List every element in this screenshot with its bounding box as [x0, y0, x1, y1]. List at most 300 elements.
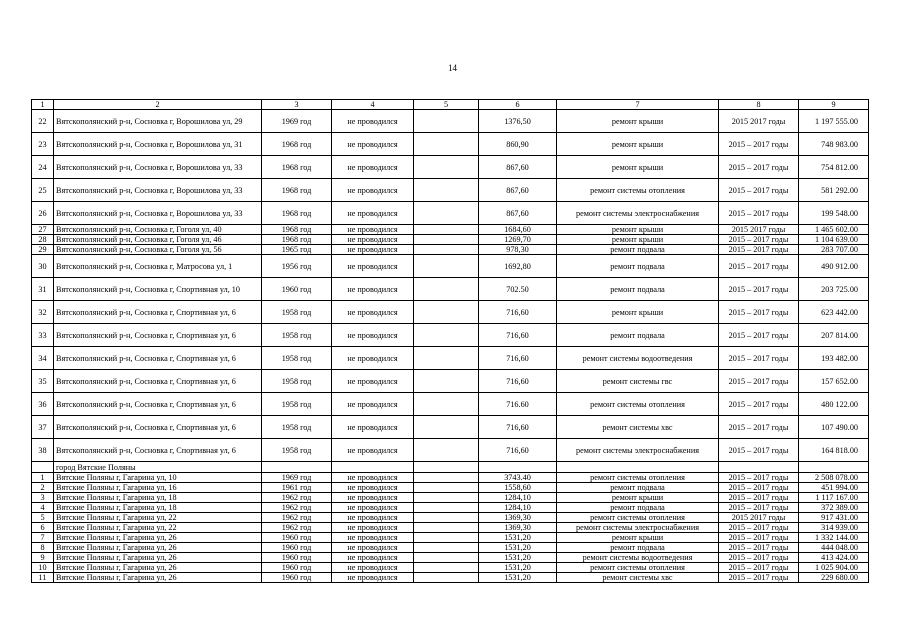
- empty-cell: [414, 503, 479, 513]
- last-overhaul-cell: не проводился: [332, 553, 414, 563]
- build-year-cell: 1962 год: [262, 493, 332, 503]
- table-row: [32, 225, 869, 235]
- work-type-cell: ремонт подвала: [557, 543, 719, 553]
- work-type-cell: ремонт системы отопления: [557, 179, 719, 202]
- address-cell: Вятские Поляны г, Гагарина ул, 26: [54, 553, 262, 563]
- cost-cell: 2 508 078.00: [799, 473, 869, 483]
- row-number-cell: 34: [32, 347, 54, 370]
- period-cell: 2015 – 2017 годы: [719, 235, 799, 245]
- cost-cell: 199 548.00: [799, 202, 869, 225]
- column-number-cell: 2: [54, 100, 262, 110]
- last-overhaul-cell: не проводился: [332, 533, 414, 543]
- address-cell: Вятские Поляны г, Гагарина ул, 26: [54, 543, 262, 553]
- table-row: [32, 416, 869, 439]
- build-year-cell: 1962 год: [262, 503, 332, 513]
- address-cell: Вятскополянский р-н, Сосновка г, Матросова ул, 1: [54, 255, 262, 278]
- cost-cell: 754 812.00: [799, 156, 869, 179]
- empty-cell: [557, 462, 719, 473]
- row-number-cell: 27: [32, 225, 54, 235]
- cost-cell: 581 292.00: [799, 179, 869, 202]
- empty-cell: [479, 462, 557, 473]
- address-cell: Вятские Поляны г, Гагарина ул, 18: [54, 493, 262, 503]
- column-number-cell: 3: [262, 100, 332, 110]
- last-overhaul-cell: не проводился: [332, 493, 414, 503]
- area-cell: 3743.40: [479, 473, 557, 483]
- empty-cell: [414, 156, 479, 179]
- area-cell: 716,60: [479, 416, 557, 439]
- address-cell: Вятскополянский р-н, Сосновка г, Ворошилова ул, 29: [54, 110, 262, 133]
- area-cell: 1269,70: [479, 235, 557, 245]
- cost-cell: 748 983.00: [799, 133, 869, 156]
- column-number-cell: 7: [557, 100, 719, 110]
- work-type-cell: ремонт подвала: [557, 255, 719, 278]
- empty-cell: [799, 462, 869, 473]
- row-number-cell: 3: [32, 493, 54, 503]
- empty-cell: [332, 462, 414, 473]
- area-cell: 1531,20: [479, 553, 557, 563]
- area-cell: 716,60: [479, 301, 557, 324]
- last-overhaul-cell: не проводился: [332, 156, 414, 179]
- table-row: [32, 110, 869, 133]
- area-cell: 867,60: [479, 202, 557, 225]
- period-cell: 2015 – 2017 годы: [719, 523, 799, 533]
- table-row: [32, 573, 869, 583]
- table-row: [32, 347, 869, 370]
- area-cell: 867,60: [479, 179, 557, 202]
- table-row: [32, 523, 869, 533]
- column-number-cell: 1: [32, 100, 54, 110]
- empty-cell: [414, 202, 479, 225]
- row-number-cell: 8: [32, 543, 54, 553]
- row-number-cell: 7: [32, 533, 54, 543]
- cost-cell: 193 482.00: [799, 347, 869, 370]
- area-cell: 1531,20: [479, 573, 557, 583]
- address-cell: Вятскополянский р-н, Сосновка г, Спортивная ул, 6: [54, 324, 262, 347]
- build-year-cell: 1968 год: [262, 235, 332, 245]
- cost-cell: 490 912.00: [799, 255, 869, 278]
- cost-cell: 283 707.00: [799, 245, 869, 255]
- empty-cell: [414, 225, 479, 235]
- last-overhaul-cell: не проводился: [332, 439, 414, 462]
- period-cell: 2015 – 2017 годы: [719, 393, 799, 416]
- build-year-cell: 1960 год: [262, 543, 332, 553]
- address-cell: Вятскополянский р-н, Сосновка г, Спортивная ул, 6: [54, 393, 262, 416]
- build-year-cell: 1968 год: [262, 133, 332, 156]
- work-type-cell: ремонт крыши: [557, 235, 719, 245]
- area-cell: 716.60: [479, 393, 557, 416]
- address-cell: Вятскополянский р-н, Сосновка г, Гоголя ул, 40: [54, 225, 262, 235]
- empty-cell: [414, 245, 479, 255]
- period-cell: 2015 – 2017 годы: [719, 563, 799, 573]
- period-cell: 2015 – 2017 годы: [719, 473, 799, 483]
- cost-cell: 1 332 144.00: [799, 533, 869, 543]
- table-row: [32, 255, 869, 278]
- last-overhaul-cell: не проводился: [332, 245, 414, 255]
- row-number-cell: 5: [32, 513, 54, 523]
- build-year-cell: 1968 год: [262, 202, 332, 225]
- table-row: [32, 439, 869, 462]
- build-year-cell: 1968 год: [262, 225, 332, 235]
- area-cell: 716,60: [479, 439, 557, 462]
- row-number-cell: 31: [32, 278, 54, 301]
- period-cell: 2015 – 2017 годы: [719, 553, 799, 563]
- cost-cell: 157 652.00: [799, 370, 869, 393]
- cost-cell: 480 122.00: [799, 393, 869, 416]
- empty-cell: [414, 235, 479, 245]
- empty-cell: [414, 324, 479, 347]
- empty-cell: [414, 439, 479, 462]
- address-cell: Вятскополянский р-н, Сосновка г, Гоголя ул, 56: [54, 245, 262, 255]
- row-number-cell: 2: [32, 483, 54, 493]
- period-cell: 2015 – 2017 годы: [719, 156, 799, 179]
- row-number-cell: 22: [32, 110, 54, 133]
- empty-cell: [414, 573, 479, 583]
- work-type-cell: ремонт крыши: [557, 533, 719, 543]
- repair-schedule-table: [31, 99, 869, 583]
- cost-cell: 451 994.00: [799, 483, 869, 493]
- table-row: [32, 553, 869, 563]
- last-overhaul-cell: не проводился: [332, 235, 414, 245]
- period-cell: 2015 – 2017 годы: [719, 543, 799, 553]
- work-type-cell: ремонт крыши: [557, 493, 719, 503]
- column-number-row: [32, 100, 869, 110]
- empty-cell: [414, 347, 479, 370]
- cost-cell: 1 104 639.00: [799, 235, 869, 245]
- build-year-cell: 1958 год: [262, 301, 332, 324]
- period-cell: 2015 – 2017 годы: [719, 301, 799, 324]
- row-number-cell: 24: [32, 156, 54, 179]
- period-cell: 2015 – 2017 годы: [719, 255, 799, 278]
- cost-cell: 372 389.00: [799, 503, 869, 513]
- last-overhaul-cell: не проводился: [332, 523, 414, 533]
- period-cell: 2015 2017 годы: [719, 513, 799, 523]
- work-type-cell: ремонт подвала: [557, 245, 719, 255]
- area-cell: 1376,50: [479, 110, 557, 133]
- cost-cell: 917 431.00: [799, 513, 869, 523]
- build-year-cell: 1969 год: [262, 110, 332, 133]
- period-cell: 2015 – 2017 годы: [719, 324, 799, 347]
- cost-cell: 207 814.00: [799, 324, 869, 347]
- area-cell: 716,60: [479, 370, 557, 393]
- last-overhaul-cell: не проводился: [332, 324, 414, 347]
- address-cell: Вятские Поляны г, Гагарина ул, 22: [54, 523, 262, 533]
- build-year-cell: 1960 год: [262, 553, 332, 563]
- table-row: [32, 473, 869, 483]
- cost-cell: 413 424.00: [799, 553, 869, 563]
- build-year-cell: 1960 год: [262, 563, 332, 573]
- table-row: [32, 202, 869, 225]
- section-city-label: город Вятские Поляны: [54, 462, 262, 473]
- address-cell: Вятские Поляны г, Гагарина ул, 26: [54, 563, 262, 573]
- period-cell: 2015 2017 годы: [719, 225, 799, 235]
- area-cell: 1284,10: [479, 503, 557, 513]
- work-type-cell: ремонт крыши: [557, 110, 719, 133]
- table-row: [32, 179, 869, 202]
- column-number-cell: 9: [799, 100, 869, 110]
- work-type-cell: ремонт системы хвс: [557, 573, 719, 583]
- last-overhaul-cell: не проводился: [332, 563, 414, 573]
- table-row: [32, 533, 869, 543]
- empty-cell: [414, 533, 479, 543]
- row-number-cell: 26: [32, 202, 54, 225]
- work-type-cell: ремонт подвала: [557, 503, 719, 513]
- last-overhaul-cell: не проводился: [332, 503, 414, 513]
- row-number-cell: 29: [32, 245, 54, 255]
- work-type-cell: ремонт подвала: [557, 324, 719, 347]
- column-number-cell: 5: [414, 100, 479, 110]
- last-overhaul-cell: не проводился: [332, 573, 414, 583]
- address-cell: Вятские Поляны г, Гагарина ул, 22: [54, 513, 262, 523]
- address-cell: Вятскополянский р-н, Сосновка г, Спортивная ул, 6: [54, 347, 262, 370]
- period-cell: 2015 – 2017 годы: [719, 370, 799, 393]
- table-row: [32, 483, 869, 493]
- work-type-cell: ремонт системы водоотведения: [557, 347, 719, 370]
- work-type-cell: ремонт подвала: [557, 278, 719, 301]
- empty-cell: [414, 563, 479, 573]
- address-cell: Вятскополянский р-н, Сосновка г, Гоголя ул, 46: [54, 235, 262, 245]
- empty-cell: [414, 523, 479, 533]
- area-cell: 1531,20: [479, 533, 557, 543]
- cost-cell: 1 465 602.00: [799, 225, 869, 235]
- cost-cell: 444 048.00: [799, 543, 869, 553]
- last-overhaul-cell: не проводился: [332, 202, 414, 225]
- row-number-cell: 35: [32, 370, 54, 393]
- empty-cell: [414, 513, 479, 523]
- cost-cell: 1 117 167.00: [799, 493, 869, 503]
- address-cell: Вятскополянский р-н, Сосновка г, Спортивная ул, 10: [54, 278, 262, 301]
- section-header-row: [32, 462, 869, 473]
- work-type-cell: ремонт системы электроснабжения: [557, 202, 719, 225]
- empty-cell: [414, 110, 479, 133]
- build-year-cell: 1958 год: [262, 393, 332, 416]
- empty-cell: [414, 553, 479, 563]
- area-cell: 1369,30: [479, 513, 557, 523]
- last-overhaul-cell: не проводился: [332, 473, 414, 483]
- table-row: [32, 245, 869, 255]
- address-cell: Вятскополянский р-н, Сосновка г, Спортивная ул, 6: [54, 301, 262, 324]
- row-number-cell: 38: [32, 439, 54, 462]
- last-overhaul-cell: не проводился: [332, 483, 414, 493]
- table-row: [32, 503, 869, 513]
- work-type-cell: ремонт системы отопления: [557, 563, 719, 573]
- build-year-cell: 1958 год: [262, 439, 332, 462]
- area-cell: 978,30: [479, 245, 557, 255]
- cost-cell: 314 939.00: [799, 523, 869, 533]
- period-cell: 2015 – 2017 годы: [719, 179, 799, 202]
- last-overhaul-cell: не проводился: [332, 370, 414, 393]
- work-type-cell: ремонт системы гвс: [557, 370, 719, 393]
- area-cell: 702.50: [479, 278, 557, 301]
- work-type-cell: ремонт крыши: [557, 301, 719, 324]
- build-year-cell: 1960 год: [262, 533, 332, 543]
- area-cell: 1531,20: [479, 563, 557, 573]
- empty-cell: [414, 278, 479, 301]
- address-cell: Вятские Поляны г, Гагарина ул, 26: [54, 533, 262, 543]
- period-cell: 2015 – 2017 годы: [719, 439, 799, 462]
- empty-cell: [414, 370, 479, 393]
- row-number-cell: 28: [32, 235, 54, 245]
- last-overhaul-cell: не проводился: [332, 133, 414, 156]
- work-type-cell: ремонт системы электроснабжения: [557, 523, 719, 533]
- address-cell: Вятские Поляны г, Гагарина ул, 10: [54, 473, 262, 483]
- empty-cell: [719, 462, 799, 473]
- address-cell: Вятскополянский р-н, Сосновка г, Ворошилова ул, 31: [54, 133, 262, 156]
- area-cell: 716,60: [479, 324, 557, 347]
- work-type-cell: ремонт системы отопления: [557, 393, 719, 416]
- last-overhaul-cell: не проводился: [332, 110, 414, 133]
- column-number-cell: 4: [332, 100, 414, 110]
- cost-cell: 107 490.00: [799, 416, 869, 439]
- build-year-cell: 1965 год: [262, 245, 332, 255]
- address-cell: Вятскополянский р-н, Сосновка г, Ворошилова ул, 33: [54, 202, 262, 225]
- build-year-cell: 1962 год: [262, 523, 332, 533]
- build-year-cell: 1969 год: [262, 473, 332, 483]
- last-overhaul-cell: не проводился: [332, 179, 414, 202]
- area-cell: 1684,60: [479, 225, 557, 235]
- row-number-cell: 36: [32, 393, 54, 416]
- table-row: [32, 370, 869, 393]
- address-cell: Вятские Поляны г, Гагарина ул, 16: [54, 483, 262, 493]
- cost-cell: 1 197 555.00: [799, 110, 869, 133]
- address-cell: Вятские Поляны г, Гагарина ул, 18: [54, 503, 262, 513]
- build-year-cell: 1958 год: [262, 347, 332, 370]
- period-cell: 2015 – 2017 годы: [719, 483, 799, 493]
- row-number-cell: 33: [32, 324, 54, 347]
- period-cell: 2015 – 2017 годы: [719, 416, 799, 439]
- table-row: [32, 493, 869, 503]
- row-number-cell: 23: [32, 133, 54, 156]
- table-row: [32, 156, 869, 179]
- last-overhaul-cell: не проводился: [332, 347, 414, 370]
- empty-cell: [32, 462, 54, 473]
- work-type-cell: ремонт системы электроснабжения: [557, 439, 719, 462]
- row-number-cell: 37: [32, 416, 54, 439]
- cost-cell: 203 725.00: [799, 278, 869, 301]
- build-year-cell: 1960 год: [262, 278, 332, 301]
- cost-cell: 229 680.00: [799, 573, 869, 583]
- period-cell: 2015 – 2017 годы: [719, 493, 799, 503]
- period-cell: 2015 – 2017 годы: [719, 133, 799, 156]
- empty-cell: [414, 473, 479, 483]
- work-type-cell: ремонт системы хвс: [557, 416, 719, 439]
- empty-cell: [414, 462, 479, 473]
- build-year-cell: 1958 год: [262, 416, 332, 439]
- area-cell: 1692,80: [479, 255, 557, 278]
- last-overhaul-cell: не проводился: [332, 301, 414, 324]
- work-type-cell: ремонт подвала: [557, 483, 719, 493]
- period-cell: 2015 – 2017 годы: [719, 503, 799, 513]
- build-year-cell: 1956 год: [262, 255, 332, 278]
- row-number-cell: 6: [32, 523, 54, 533]
- empty-cell: [414, 255, 479, 278]
- table-row: [32, 133, 869, 156]
- empty-cell: [414, 416, 479, 439]
- address-cell: Вятскополянский р-н, Сосновка г, Спортивная ул, 6: [54, 416, 262, 439]
- last-overhaul-cell: не проводился: [332, 543, 414, 553]
- last-overhaul-cell: не проводился: [332, 513, 414, 523]
- table-row: [32, 235, 869, 245]
- column-number-cell: 6: [479, 100, 557, 110]
- empty-cell: [414, 301, 479, 324]
- area-cell: 1369,30: [479, 523, 557, 533]
- area-cell: 716,60: [479, 347, 557, 370]
- period-cell: 2015 – 2017 годы: [719, 533, 799, 543]
- address-cell: Вятскополянский р-н, Сосновка г, Ворошилова ул, 33: [54, 156, 262, 179]
- last-overhaul-cell: не проводился: [332, 278, 414, 301]
- table-row: [32, 278, 869, 301]
- work-type-cell: ремонт системы водоотведения: [557, 553, 719, 563]
- last-overhaul-cell: не проводился: [332, 393, 414, 416]
- work-type-cell: ремонт системы отопления: [557, 473, 719, 483]
- build-year-cell: 1962 год: [262, 513, 332, 523]
- area-cell: 867,60: [479, 156, 557, 179]
- address-cell: Вятскополянский р-н, Сосновка г, Спортивная ул, 6: [54, 370, 262, 393]
- build-year-cell: 1958 год: [262, 324, 332, 347]
- work-type-cell: ремонт системы отопления: [557, 513, 719, 523]
- table-row: [32, 393, 869, 416]
- cost-cell: 623 442.00: [799, 301, 869, 324]
- address-cell: Вятские Поляны г, Гагарина ул, 26: [54, 573, 262, 583]
- build-year-cell: 1968 год: [262, 156, 332, 179]
- cost-cell: 164 818.00: [799, 439, 869, 462]
- row-number-cell: 1: [32, 473, 54, 483]
- row-number-cell: 32: [32, 301, 54, 324]
- row-number-cell: 11: [32, 573, 54, 583]
- empty-cell: [414, 483, 479, 493]
- table-body: [32, 100, 869, 583]
- empty-cell: [414, 393, 479, 416]
- build-year-cell: 1958 год: [262, 370, 332, 393]
- work-type-cell: ремонт крыши: [557, 133, 719, 156]
- table-row: [32, 324, 869, 347]
- area-cell: 1531,20: [479, 543, 557, 553]
- row-number-cell: 10: [32, 563, 54, 573]
- last-overhaul-cell: не проводился: [332, 416, 414, 439]
- period-cell: 2015 – 2017 годы: [719, 347, 799, 370]
- period-cell: 2015 – 2017 годы: [719, 573, 799, 583]
- last-overhaul-cell: не проводился: [332, 255, 414, 278]
- address-cell: Вятскополянский р-н, Сосновка г, Спортивная ул, 6: [54, 439, 262, 462]
- empty-cell: [414, 179, 479, 202]
- address-cell: Вятскополянский р-н, Сосновка г, Ворошилова ул, 33: [54, 179, 262, 202]
- row-number-cell: 25: [32, 179, 54, 202]
- table-row: [32, 301, 869, 324]
- page-number: 14: [448, 63, 457, 73]
- area-cell: 1284,10: [479, 493, 557, 503]
- table-row: [32, 513, 869, 523]
- table-row: [32, 543, 869, 553]
- empty-cell: [414, 493, 479, 503]
- row-number-cell: 4: [32, 503, 54, 513]
- build-year-cell: 1961 год: [262, 483, 332, 493]
- last-overhaul-cell: не проводился: [332, 225, 414, 235]
- column-number-cell: 8: [719, 100, 799, 110]
- cost-cell: 1 025 904.00: [799, 563, 869, 573]
- empty-cell: [414, 133, 479, 156]
- empty-cell: [262, 462, 332, 473]
- row-number-cell: 30: [32, 255, 54, 278]
- build-year-cell: 1968 год: [262, 179, 332, 202]
- empty-cell: [414, 543, 479, 553]
- area-cell: 860,90: [479, 133, 557, 156]
- row-number-cell: 9: [32, 553, 54, 563]
- period-cell: 2015 2017 годы: [719, 110, 799, 133]
- area-cell: 1558,60: [479, 483, 557, 493]
- table-row: [32, 563, 869, 573]
- work-type-cell: ремонт крыши: [557, 156, 719, 179]
- period-cell: 2015 – 2017 годы: [719, 278, 799, 301]
- work-type-cell: ремонт крыши: [557, 225, 719, 235]
